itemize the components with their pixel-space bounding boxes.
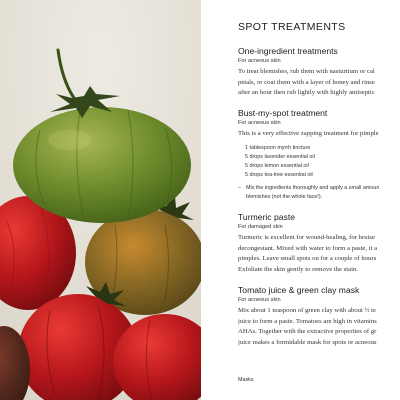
dash-mark: – xyxy=(238,185,241,192)
body-line: juice to form a paste. Tomatoes are high in vitamins xyxy=(238,317,377,325)
section-tomato-clay-mask xyxy=(238,285,400,348)
section-subheading: For acneous skin xyxy=(238,297,281,303)
body-line: To treat blemishes, rub them with nasturtium or cal xyxy=(238,68,375,75)
section-subheading: For acneous skin xyxy=(238,58,281,64)
ingredient-item: 5 drops lemon essential oil xyxy=(245,162,309,169)
section-heading: Turmeric paste xyxy=(238,212,295,222)
body-line: petals, or coat them with a layer of honey and rinse xyxy=(238,78,375,86)
ingredient-item: 5 drops tea-tree essential oil xyxy=(245,172,313,179)
body-line: Mix about 1 teaspoon of green clay with about ½ te xyxy=(238,307,376,314)
body-line: pimples. Leave small spots on for a couple of hours xyxy=(238,255,377,262)
bullet-line: blemishes (not the whole face!). xyxy=(246,193,323,200)
ingredient-list xyxy=(245,144,400,181)
section-heading: One-ingredient treatments xyxy=(238,46,338,56)
body-line: decongestant. Mixed with water to form a paste, it a xyxy=(238,244,378,252)
ingredient-item: 1 tablespoon myrrh tincture xyxy=(245,144,311,151)
green-tomato-top xyxy=(13,107,191,223)
ingredient-item: 5 drops lavender essential oil xyxy=(245,153,315,160)
body-line: This is a very effective zapping treatment for pimple xyxy=(238,130,379,137)
section-heading: Tomato juice & green clay mask xyxy=(238,285,360,295)
section-subheading: For acneous skin xyxy=(238,120,281,126)
body-line: AHAs. Together with the extractive properties of gr xyxy=(238,328,377,335)
method-bullet xyxy=(238,184,400,201)
section-one-ingredient xyxy=(238,46,400,99)
body-line: juice makes a formidable mask for spots or acneous xyxy=(238,338,377,346)
section-subheading: For damaged skin xyxy=(238,224,283,230)
bullet-line: Mix the ingredients thoroughly and apply a small amoun xyxy=(246,185,380,192)
body-line: after an hour then rub lightly with highly antiseptic xyxy=(238,89,375,96)
section-heading: Bust-my-spot treatment xyxy=(238,108,328,118)
page-title: SPOT TREATMENTS xyxy=(238,21,346,33)
body-line: Exfoliate the skin gently to remove the stain. xyxy=(238,265,358,273)
section-bust-my-spot xyxy=(238,108,400,202)
text-column xyxy=(238,0,400,400)
section-turmeric-paste xyxy=(238,212,400,275)
footer-section-label: Masks xyxy=(238,377,254,383)
body-line: Turmeric is excellent for wound-healing, for bruise xyxy=(238,234,375,241)
